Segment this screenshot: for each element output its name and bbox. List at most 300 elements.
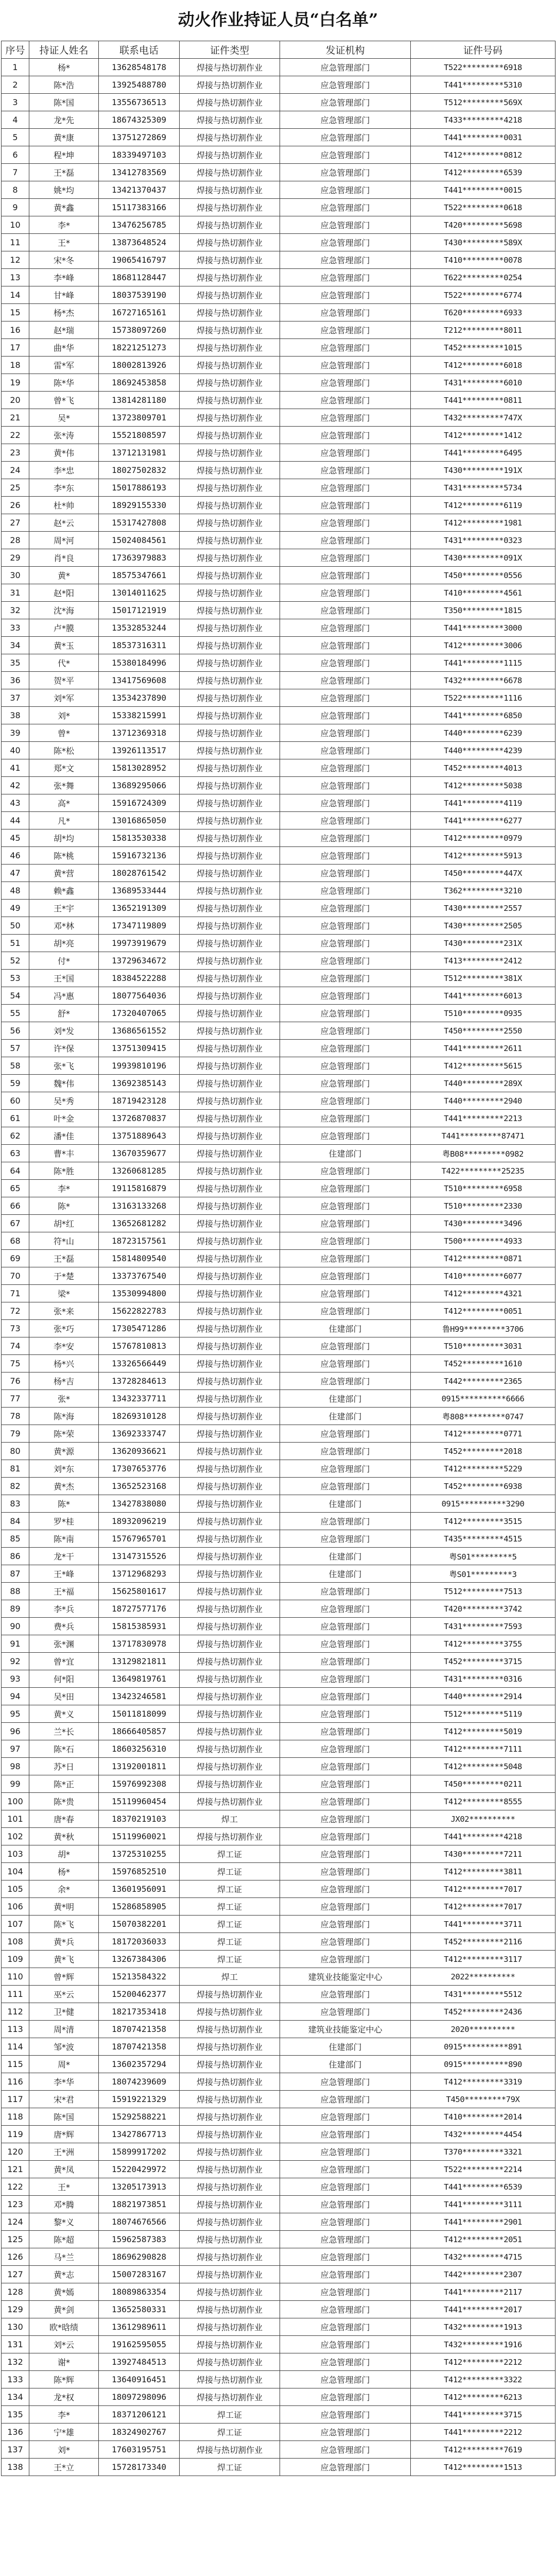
cell-phone: 13432337711: [99, 1390, 180, 1408]
cell-index: 22: [2, 427, 29, 444]
cell-phone: 13925488780: [99, 76, 180, 94]
cell-phone: 13652191309: [99, 900, 180, 917]
cell-name: 杨*杰: [29, 304, 99, 321]
cell-issuer: 应急管理部门: [280, 829, 411, 847]
cell-index: 23: [2, 444, 29, 462]
table-row: [2, 374, 555, 392]
cell-issuer: 应急管理部门: [280, 374, 411, 392]
cell-index: 98: [2, 1758, 29, 1775]
cell-phone: 15521808597: [99, 427, 180, 444]
cell-issuer: 应急管理部门: [280, 2126, 411, 2143]
cell-phone: 13717830978: [99, 1635, 180, 1653]
cell-cert-type: 焊接与热切割作业: [180, 654, 280, 672]
table-row: [2, 2336, 555, 2353]
cell-issuer: 应急管理部门: [280, 1460, 411, 1478]
cell-phone: 18681128447: [99, 269, 180, 286]
cell-name: 王*宇: [29, 900, 99, 917]
header-issuer: 发证机构: [280, 41, 411, 59]
cell-index: 79: [2, 1425, 29, 1443]
cell-name: 张*舞: [29, 777, 99, 794]
table-row: [2, 1145, 555, 1162]
cell-cert-type: 焊接与热切割作业: [180, 2353, 280, 2371]
cell-cert-type: 焊接与热切割作业: [180, 1005, 280, 1022]
cell-phone: 19973919679: [99, 935, 180, 952]
cell-index: 6: [2, 146, 29, 164]
cell-cert-number: T450*********447X: [411, 865, 555, 882]
cell-cert-number: T442*********2307: [411, 2266, 555, 2283]
cell-name: 李*兵: [29, 1600, 99, 1618]
cell-phone: 13723809701: [99, 409, 180, 427]
table-row: [2, 1916, 555, 1933]
table-row: [2, 1285, 555, 1302]
table-row: [2, 1775, 555, 1793]
cell-index: 134: [2, 2388, 29, 2406]
table-row: [2, 602, 555, 619]
cell-phone: 13689295066: [99, 777, 180, 794]
cell-name: 黄*凤: [29, 2161, 99, 2178]
cell-issuer: 应急管理部门: [280, 812, 411, 829]
cell-phone: 15813530338: [99, 829, 180, 847]
cell-name: 陈*荣: [29, 1425, 99, 1443]
table-row: [2, 2248, 555, 2266]
cell-cert-type: 焊接与热切割作业: [180, 1372, 280, 1390]
cell-name: 郑*文: [29, 759, 99, 777]
cell-index: 43: [2, 794, 29, 812]
cell-cert-type: 焊接与热切割作业: [180, 1775, 280, 1793]
cell-phone: 17603195751: [99, 2441, 180, 2459]
cell-issuer: 应急管理部门: [280, 2178, 411, 2196]
cell-phone: 13927484513: [99, 2353, 180, 2371]
cell-cert-number: T452*********6938: [411, 1478, 555, 1495]
cell-index: 36: [2, 672, 29, 689]
cell-cert-number: T412*********5913: [411, 847, 555, 865]
cell-phone: 13873648524: [99, 234, 180, 251]
cell-index: 86: [2, 1548, 29, 1565]
table-row: [2, 987, 555, 1005]
cell-cert-number: T620*********6933: [411, 304, 555, 321]
cell-name: 王*国: [29, 970, 99, 987]
cell-issuer: 应急管理部门: [280, 2388, 411, 2406]
cell-cert-type: 焊接与热切割作业: [180, 1653, 280, 1670]
cell-cert-number: T430*********231X: [411, 935, 555, 952]
cell-name: 卢*膜: [29, 619, 99, 637]
cell-cert-number: JX02**********: [411, 1810, 555, 1828]
cell-phone: 13652523168: [99, 1478, 180, 1495]
cell-cert-type: 焊接与热切割作业: [180, 707, 280, 724]
cell-cert-number: 粤S01*********5: [411, 1548, 555, 1565]
table-row: [2, 1355, 555, 1372]
table-row: [2, 269, 555, 286]
cell-cert-type: 焊接与热切割作业: [180, 2388, 280, 2406]
cell-name: 王*洲: [29, 2143, 99, 2161]
cell-cert-type: 焊接与热切割作业: [180, 1425, 280, 1443]
table-row: [2, 900, 555, 917]
cell-issuer: 应急管理部门: [280, 392, 411, 409]
cell-index: 2: [2, 76, 29, 94]
cell-phone: 13417569608: [99, 672, 180, 689]
cell-name: 杨*: [29, 59, 99, 76]
cell-cert-number: T410*********2014: [411, 2108, 555, 2126]
table-row: [2, 111, 555, 129]
table-row: [2, 2388, 555, 2406]
cell-phone: 15899917202: [99, 2143, 180, 2161]
cell-phone: 18002813926: [99, 357, 180, 374]
cell-phone: 15767965701: [99, 1530, 180, 1548]
cell-cert-type: 焊接与热切割作业: [180, 1670, 280, 1688]
cell-phone: 15962587383: [99, 2231, 180, 2248]
cell-phone: 18269310128: [99, 1408, 180, 1425]
cell-index: 11: [2, 234, 29, 251]
cell-phone: 18707421358: [99, 2038, 180, 2056]
cell-name: 陈*浩: [29, 76, 99, 94]
cell-cert-number: T441*********2212: [411, 2424, 555, 2441]
cell-name: 周*: [29, 2056, 99, 2073]
cell-cert-number: T441*********6277: [411, 812, 555, 829]
cell-phone: 18575347661: [99, 567, 180, 584]
cell-cert-type: 焊接与热切割作业: [180, 1513, 280, 1530]
cell-name: 胡*亮: [29, 935, 99, 952]
cell-cert-type: 焊接与热切割作业: [180, 2021, 280, 2038]
cell-cert-type: 焊接与热切割作业: [180, 2161, 280, 2178]
table-row: [2, 1460, 555, 1478]
cell-cert-number: T410*********0078: [411, 251, 555, 269]
cell-index: 30: [2, 567, 29, 584]
table-row: [2, 1723, 555, 1740]
cell-cert-type: 焊接与热切割作业: [180, 1565, 280, 1583]
cell-cert-type: 焊接与热切割作业: [180, 1986, 280, 2003]
cell-index: 25: [2, 479, 29, 497]
table-row: [2, 2108, 555, 2126]
cell-name: 唐*辉: [29, 2126, 99, 2143]
header-phone: 联系电话: [99, 41, 180, 59]
table-row: [2, 1968, 555, 1986]
table-row: [2, 181, 555, 199]
cell-index: 113: [2, 2021, 29, 2038]
cell-index: 127: [2, 2266, 29, 2283]
table-row: [2, 567, 555, 584]
cell-cert-type: 焊接与热切割作业: [180, 286, 280, 304]
cell-cert-type: 焊工证: [180, 2459, 280, 2476]
cell-phone: 13556736513: [99, 94, 180, 111]
cell-index: 50: [2, 917, 29, 935]
cell-cert-number: T510*********0935: [411, 1005, 555, 1022]
cell-cert-type: 焊接与热切割作业: [180, 970, 280, 987]
table-row: [2, 1320, 555, 1337]
cell-name: 许*保: [29, 1040, 99, 1057]
cell-cert-number: T450*********0211: [411, 1775, 555, 1793]
cell-index: 120: [2, 2143, 29, 2161]
cell-name: 黄*杰: [29, 1478, 99, 1495]
table-row: [2, 1618, 555, 1635]
table-row: [2, 1162, 555, 1180]
cell-index: 84: [2, 1513, 29, 1530]
cell-index: 135: [2, 2406, 29, 2424]
cell-cert-number: T412*********1981: [411, 514, 555, 532]
cell-name: 张*渊: [29, 1635, 99, 1653]
cell-index: 66: [2, 1197, 29, 1215]
table-row: [2, 952, 555, 970]
cell-name: 周*河: [29, 532, 99, 549]
table-row: [2, 2056, 555, 2073]
cell-cert-type: 焊接与热切割作业: [180, 269, 280, 286]
cell-cert-type: 焊接与热切割作业: [180, 672, 280, 689]
cell-index: 28: [2, 532, 29, 549]
cell-index: 102: [2, 1828, 29, 1845]
cell-cert-type: 焊接与热切割作业: [180, 514, 280, 532]
cell-name: 李*: [29, 2406, 99, 2424]
cell-issuer: 应急管理部门: [280, 1898, 411, 1916]
table-row: [2, 1548, 555, 1565]
cell-phone: 18719423128: [99, 1092, 180, 1110]
cell-cert-number: T412*********1513: [411, 2459, 555, 2476]
cell-name: 费*兵: [29, 1618, 99, 1635]
cell-index: 101: [2, 1810, 29, 1828]
cell-cert-type: 焊接与热切割作业: [180, 1390, 280, 1408]
cell-issuer: 应急管理部门: [280, 1986, 411, 2003]
cell-cert-number: T412*********0812: [411, 146, 555, 164]
cell-cert-type: 焊接与热切割作业: [180, 2266, 280, 2283]
cell-index: 65: [2, 1180, 29, 1197]
cell-name: 张*巧: [29, 1320, 99, 1337]
cell-name: 刘*: [29, 707, 99, 724]
cell-name: 李*安: [29, 1337, 99, 1355]
cell-cert-number: T430*********589X: [411, 234, 555, 251]
cell-cert-type: 焊接与热切割作业: [180, 146, 280, 164]
cell-cert-number: T412*********3319: [411, 2073, 555, 2091]
table-row: [2, 1127, 555, 1145]
cell-name: 陈*飞: [29, 1916, 99, 1933]
table-row: [2, 462, 555, 479]
cell-cert-number: T430*********191X: [411, 462, 555, 479]
cell-cert-type: 焊接与热切割作业: [180, 129, 280, 146]
table-row: [2, 1337, 555, 1355]
cell-issuer: 应急管理部门: [280, 251, 411, 269]
cell-index: 73: [2, 1320, 29, 1337]
table-row: [2, 234, 555, 251]
cell-name: 陈*辉: [29, 2371, 99, 2388]
table-row: [2, 1180, 555, 1197]
table-row: [2, 1092, 555, 1110]
cell-cert-number: T510*********2330: [411, 1197, 555, 1215]
cell-name: 黄*志: [29, 2266, 99, 2283]
cell-index: 104: [2, 1863, 29, 1880]
cell-index: 10: [2, 216, 29, 234]
table-row: [2, 2371, 555, 2388]
cell-cert-number: T412*********3811: [411, 1863, 555, 1880]
cell-name: 黄*剑: [29, 2301, 99, 2318]
cell-phone: 15815385931: [99, 1618, 180, 1635]
cell-issuer: 应急管理部门: [280, 1162, 411, 1180]
cell-cert-type: 焊接与热切割作业: [180, 952, 280, 970]
cell-phone: 13712369318: [99, 724, 180, 742]
cell-phone: 13652681282: [99, 1215, 180, 1232]
cell-cert-type: 焊接与热切割作业: [180, 1092, 280, 1110]
cell-cert-number: T412*********6213: [411, 2388, 555, 2406]
table-row: [2, 357, 555, 374]
cell-index: 4: [2, 111, 29, 129]
cell-index: 112: [2, 2003, 29, 2021]
table-row: [2, 199, 555, 216]
cell-index: 100: [2, 1793, 29, 1810]
cell-cert-number: T412*********0979: [411, 829, 555, 847]
cell-index: 12: [2, 251, 29, 269]
cell-cert-number: T452*********2436: [411, 2003, 555, 2021]
cell-cert-type: 焊工证: [180, 1845, 280, 1863]
cell-name: 龙*干: [29, 1548, 99, 1565]
cell-phone: 15117383166: [99, 199, 180, 216]
cell-index: 61: [2, 1110, 29, 1127]
cell-cert-number: T412*********3006: [411, 637, 555, 654]
cell-name: 马*兰: [29, 2248, 99, 2266]
table-row: [2, 724, 555, 742]
cell-cert-type: 焊接与热切割作业: [180, 59, 280, 76]
cell-cert-type: 焊接与热切割作业: [180, 427, 280, 444]
cell-issuer: 应急管理部门: [280, 2459, 411, 2476]
cell-cert-number: T441*********2117: [411, 2283, 555, 2301]
table-row: [2, 759, 555, 777]
cell-phone: 18221251273: [99, 339, 180, 357]
cell-issuer: 应急管理部门: [280, 1250, 411, 1267]
cell-cert-number: T412*********7017: [411, 1898, 555, 1916]
cell-name: 甘*峰: [29, 286, 99, 304]
cell-index: 107: [2, 1916, 29, 1933]
cell-cert-type: 焊接与热切割作业: [180, 2283, 280, 2301]
cell-index: 109: [2, 1951, 29, 1968]
cell-cert-type: 焊工证: [180, 1880, 280, 1898]
cell-name: 黄*营: [29, 865, 99, 882]
table-row: [2, 2231, 555, 2248]
cell-name: 陈*国: [29, 2108, 99, 2126]
cell-issuer: 应急管理部门: [280, 444, 411, 462]
cell-index: 92: [2, 1653, 29, 1670]
table-body: [2, 59, 555, 2476]
header-cert-number: 证件号码: [411, 41, 555, 59]
cell-cert-number: T430*********091X: [411, 549, 555, 567]
cell-name: 谢*: [29, 2353, 99, 2371]
table-row: [2, 865, 555, 882]
cell-issuer: 住建部门: [280, 2056, 411, 2073]
cell-cert-type: 焊接与热切割作业: [180, 777, 280, 794]
cell-index: 115: [2, 2056, 29, 2073]
cell-phone: 18821973851: [99, 2196, 180, 2213]
table-row: [2, 2038, 555, 2056]
cell-name: 凡*: [29, 812, 99, 829]
cell-issuer: 应急管理部门: [280, 1600, 411, 1618]
cell-index: 121: [2, 2161, 29, 2178]
cell-index: 1: [2, 59, 29, 76]
cell-index: 35: [2, 654, 29, 672]
cell-name: 陈*海: [29, 1408, 99, 1425]
cell-cert-number: T441*********6495: [411, 444, 555, 462]
cell-index: 7: [2, 164, 29, 181]
cell-cert-number: T412*********5019: [411, 1723, 555, 1740]
cell-issuer: 应急管理部门: [280, 1670, 411, 1688]
cell-issuer: 应急管理部门: [280, 94, 411, 111]
cell-name: 付*: [29, 952, 99, 970]
cell-phone: 13652580331: [99, 2301, 180, 2318]
cell-issuer: 建筑业技能鉴定中心: [280, 1968, 411, 1986]
cell-cert-type: 焊接与热切割作业: [180, 882, 280, 900]
cell-cert-number: T362*********3210: [411, 882, 555, 900]
cell-name: 符*山: [29, 1232, 99, 1250]
cell-issuer: 应急管理部门: [280, 1232, 411, 1250]
cell-name: 刘*: [29, 2441, 99, 2459]
cell-cert-type: 焊接与热切割作业: [180, 1705, 280, 1723]
cell-index: 110: [2, 1968, 29, 1986]
cell-issuer: 应急管理部门: [280, 2196, 411, 2213]
cell-cert-type: 焊接与热切割作业: [180, 1793, 280, 1810]
cell-index: 9: [2, 199, 29, 216]
cell-index: 119: [2, 2126, 29, 2143]
cell-cert-type: 焊接与热切割作业: [180, 216, 280, 234]
cell-name: 胡*红: [29, 1215, 99, 1232]
cell-cert-number: 0915**********3290: [411, 1495, 555, 1513]
cell-cert-number: T512*********5119: [411, 1705, 555, 1723]
cell-phone: 15976992308: [99, 1775, 180, 1793]
cell-index: 93: [2, 1670, 29, 1688]
cell-name: 黄*秋: [29, 1828, 99, 1845]
cell-name: 吴*秀: [29, 1092, 99, 1110]
cell-cert-type: 焊工: [180, 1810, 280, 1828]
table-row: [2, 1408, 555, 1425]
cell-cert-type: 焊接与热切割作业: [180, 1408, 280, 1425]
cell-name: 黄*: [29, 567, 99, 584]
cell-index: 37: [2, 689, 29, 707]
cell-name: 陈*南: [29, 1530, 99, 1548]
cell-cert-type: 焊接与热切割作业: [180, 1548, 280, 1565]
cell-cert-type: 焊接与热切割作业: [180, 94, 280, 111]
cell-issuer: 应急管理部门: [280, 1880, 411, 1898]
cell-issuer: 应急管理部门: [280, 2161, 411, 2178]
cell-index: 97: [2, 1740, 29, 1758]
cell-issuer: 应急管理部门: [280, 76, 411, 94]
cell-cert-number: T440*********2914: [411, 1688, 555, 1705]
table-row: [2, 286, 555, 304]
cell-issuer: 应急管理部门: [280, 462, 411, 479]
cell-cert-number: T512*********7513: [411, 1583, 555, 1600]
cell-phone: 13612989611: [99, 2318, 180, 2336]
cell-phone: 13147315526: [99, 1548, 180, 1565]
cell-cert-number: T441*********0031: [411, 129, 555, 146]
cell-phone: 13725310255: [99, 1845, 180, 1863]
cell-phone: 13016865050: [99, 812, 180, 829]
cell-cert-number: T510*********3031: [411, 1337, 555, 1355]
table-row: [2, 1232, 555, 1250]
table-row: [2, 1845, 555, 1863]
cell-cert-type: 焊接与热切割作业: [180, 759, 280, 777]
cell-index: 106: [2, 1898, 29, 1916]
table-row: [2, 584, 555, 602]
cell-cert-number: T412*********8555: [411, 1793, 555, 1810]
cell-index: 136: [2, 2424, 29, 2441]
cell-name: 李*忠: [29, 462, 99, 479]
cell-phone: 13726870837: [99, 1110, 180, 1127]
cell-cert-type: 焊接与热切割作业: [180, 812, 280, 829]
cell-name: 李*峰: [29, 269, 99, 286]
table-row: [2, 882, 555, 900]
cell-cert-type: 焊工证: [180, 2424, 280, 2441]
cell-cert-type: 焊接与热切割作业: [180, 2196, 280, 2213]
cell-name: 曲*华: [29, 339, 99, 357]
cell-cert-number: T441*********3711: [411, 1916, 555, 1933]
cell-issuer: 应急管理部门: [280, 59, 411, 76]
table-row: [2, 1933, 555, 1951]
table-row: [2, 1565, 555, 1583]
cell-issuer: 应急管理部门: [280, 409, 411, 427]
cell-cert-type: 焊接与热切割作业: [180, 829, 280, 847]
cell-name: 邹*波: [29, 2038, 99, 2056]
cell-issuer: 应急管理部门: [280, 532, 411, 549]
